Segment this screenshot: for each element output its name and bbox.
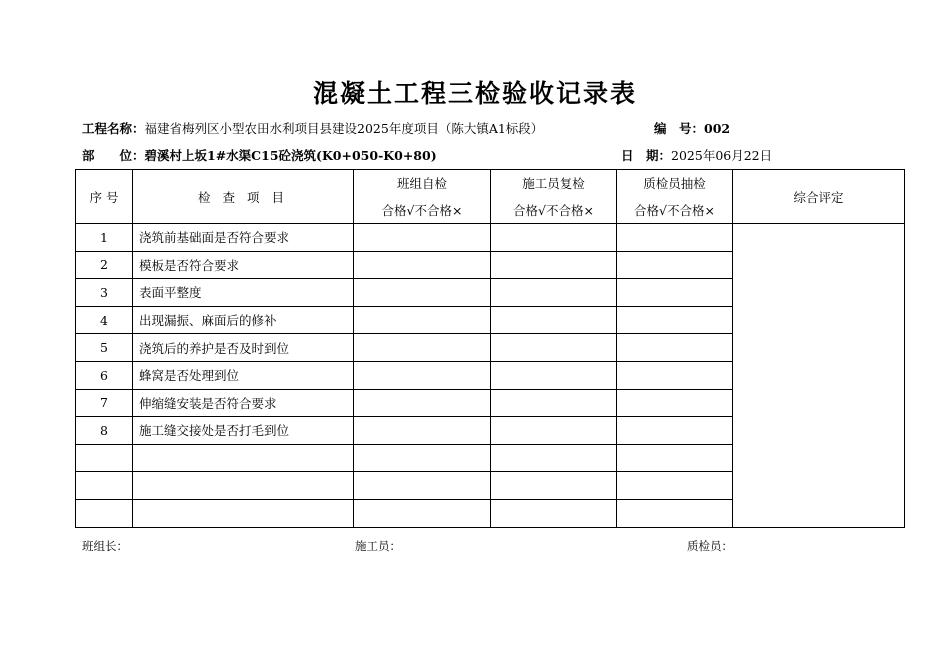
table-row xyxy=(76,224,905,252)
construction-recheck-cell[interactable] xyxy=(491,306,617,334)
team-check-cell[interactable] xyxy=(354,389,491,417)
quality-sample-cell[interactable] xyxy=(617,251,733,279)
part-value: 碧溪村上坂1#水渠C15砼浇筑(K0+050-K0+80) xyxy=(144,148,437,163)
row-item: 伸缩缝安装是否符合要求 xyxy=(133,389,354,417)
row-number: 8 xyxy=(76,417,133,445)
row-item: 模板是否符合要求 xyxy=(133,251,354,279)
construction-recheck-cell[interactable] xyxy=(491,472,617,500)
header-construction-recheck xyxy=(491,170,617,224)
row-item: 浇筑前基础面是否符合要求 xyxy=(133,224,354,252)
team-check-cell[interactable] xyxy=(354,224,491,252)
number-line xyxy=(654,119,730,137)
row-item: 浇筑后的养护是否及时到位 xyxy=(133,334,354,362)
table-header-row xyxy=(76,170,905,224)
number-label: 编 号： xyxy=(654,121,705,136)
construction-recheck-cell[interactable] xyxy=(491,224,617,252)
row-number xyxy=(76,444,133,472)
row-item: 施工缝交接处是否打毛到位 xyxy=(133,417,354,445)
row-item[interactable] xyxy=(133,444,354,472)
team-check-cell[interactable] xyxy=(354,444,491,472)
row-item: 出现漏振、麻面后的修补 xyxy=(133,306,354,334)
overall-assessment-cell[interactable] xyxy=(733,224,905,528)
quality-sample-cell[interactable] xyxy=(617,279,733,307)
team-leader-signature: 班组长： xyxy=(82,539,128,553)
quality-sample-cell[interactable] xyxy=(617,334,733,362)
header-pass-fail-2: 合格√不合格× xyxy=(513,202,594,218)
quality-sample-cell[interactable] xyxy=(617,361,733,389)
quality-sample-cell[interactable] xyxy=(617,306,733,334)
quality-sample-cell[interactable] xyxy=(617,417,733,445)
quality-sample-cell[interactable] xyxy=(617,389,733,417)
team-check-cell[interactable] xyxy=(354,417,491,445)
header-pass-fail-3: 合格√不合格× xyxy=(634,202,715,218)
date-line xyxy=(621,146,772,164)
part-line xyxy=(82,146,437,164)
date-label: 日 期： xyxy=(621,148,672,163)
team-check-cell[interactable] xyxy=(354,251,491,279)
construction-recheck-cell[interactable] xyxy=(491,417,617,445)
header-quality-sample xyxy=(617,170,733,224)
date-value: 2025年06月22日 xyxy=(671,148,773,163)
row-number: 5 xyxy=(76,334,133,362)
header-pass-fail-1: 合格√不合格× xyxy=(381,202,463,218)
construction-recheck-cell[interactable] xyxy=(491,334,617,362)
team-check-cell[interactable] xyxy=(354,306,491,334)
quality-sample-cell[interactable] xyxy=(617,472,733,500)
number-value: 002 xyxy=(704,121,731,136)
inspection-table xyxy=(75,169,905,528)
team-check-cell[interactable] xyxy=(354,472,491,500)
header-overall: 综合评定 xyxy=(733,170,905,224)
row-number: 2 xyxy=(76,251,133,279)
row-item: 蜂窝是否处理到位 xyxy=(133,361,354,389)
header-seq: 序 号 xyxy=(76,170,133,224)
quality-sample-cell[interactable] xyxy=(617,499,733,527)
row-item[interactable] xyxy=(133,472,354,500)
row-number: 3 xyxy=(76,279,133,307)
quality-sample-cell[interactable] xyxy=(617,444,733,472)
project-name-line xyxy=(82,119,543,137)
construction-recheck-cell[interactable] xyxy=(491,389,617,417)
construction-worker-signature: 施工员： xyxy=(355,539,401,553)
row-number xyxy=(76,499,133,527)
team-check-cell[interactable] xyxy=(354,279,491,307)
row-item: 表面平整度 xyxy=(133,279,354,307)
header-item: 检 查 项 目 xyxy=(133,170,354,224)
row-number: 7 xyxy=(76,389,133,417)
header-construction-recheck-label: 施工员复检 xyxy=(522,176,585,192)
row-number: 6 xyxy=(76,361,133,389)
construction-recheck-cell[interactable] xyxy=(491,444,617,472)
construction-recheck-cell[interactable] xyxy=(491,499,617,527)
part-label: 部 位： xyxy=(82,148,145,163)
team-check-cell[interactable] xyxy=(354,499,491,527)
row-number xyxy=(76,472,133,500)
team-check-cell[interactable] xyxy=(354,361,491,389)
project-name-value: 福建省梅列区小型农田水利项目县建设2025年度项目（陈大镇A1标段） xyxy=(144,121,544,136)
page-title: 混凝土工程三检验收记录表 xyxy=(312,79,637,108)
header-team-check-label: 班组自检 xyxy=(396,176,447,192)
quality-sample-cell[interactable] xyxy=(617,224,733,252)
quality-inspector-signature: 质检员： xyxy=(687,539,733,553)
header-team-check xyxy=(354,170,491,224)
row-number: 1 xyxy=(76,224,133,252)
row-item[interactable] xyxy=(133,499,354,527)
team-check-cell[interactable] xyxy=(354,334,491,362)
construction-recheck-cell[interactable] xyxy=(491,361,617,389)
header-quality-sample-label: 质检员抽检 xyxy=(643,176,706,192)
construction-recheck-cell[interactable] xyxy=(491,251,617,279)
row-number: 4 xyxy=(76,306,133,334)
construction-recheck-cell[interactable] xyxy=(491,279,617,307)
project-name-label: 工程名称： xyxy=(82,121,145,136)
